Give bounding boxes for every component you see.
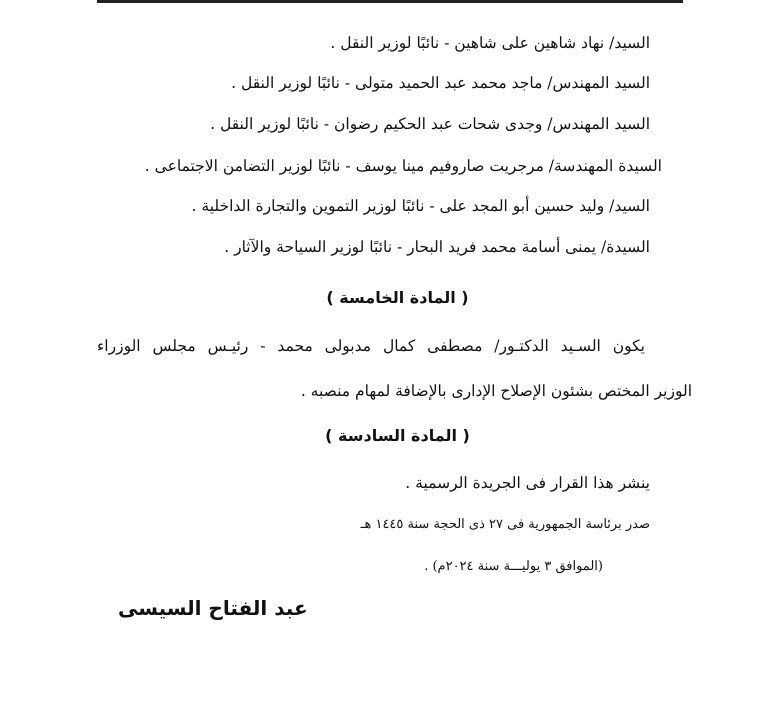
appointment-line: السيد/ نهاد شاهين على شاهين - نائبًا لوزير النقل . — [330, 34, 650, 52]
appointment-line: السيد المهندس/ وجدى شحات عبد الحكيم رضوان - نائبًا لوزير النقل . — [210, 115, 650, 133]
article-5-line-2: الوزير المختص بشئون الإصلاح الإدارى بالإضافة لمهام منصبه . — [300, 382, 692, 400]
appointment-line: السيدة المهندسة/ مرجريت صاروفيم مينا يوسف - نائبًا لوزير التضامن الاجتماعى . — [144, 157, 662, 175]
appointment-line: السيد المهندس/ ماجد محمد عبد الحميد متولى - نائبًا لوزير النقل . — [231, 74, 650, 92]
issued-hijri-date: صدر برئاسة الجمهورية فى ٢٧ ذى الحجة سنة ١٤٤٥ هـ — [360, 517, 650, 532]
article-6-line-1: ينشر هذا القرار فى الجريدة الرسمية . — [405, 474, 650, 492]
appointment-line: السيدة/ يمنى أسامة محمد فريد البحار - نائبًا لوزير السياحة والآثار . — [224, 238, 650, 256]
issued-gregorian-date: (الموافق ٣ يوليـــة سنة ٢٠٢٤م) . — [424, 559, 603, 574]
article-6-heading: ( المادة السادسة ) — [325, 426, 470, 445]
top-rule — [97, 0, 683, 3]
appointment-line: السيد/ وليد حسين أبو المجد على - نائبًا لوزير التموين والتجارة الداخلية . — [191, 197, 650, 215]
signature: عبد الفتاح السيسى — [118, 596, 308, 620]
article-5-heading: ( المادة الخامسة ) — [326, 288, 469, 307]
article-5-line-1: يكون السـيد الدكتـور/ مصطفى كمال مدبولى محمد - رئيـس مجلس الوزراء — [97, 337, 645, 355]
